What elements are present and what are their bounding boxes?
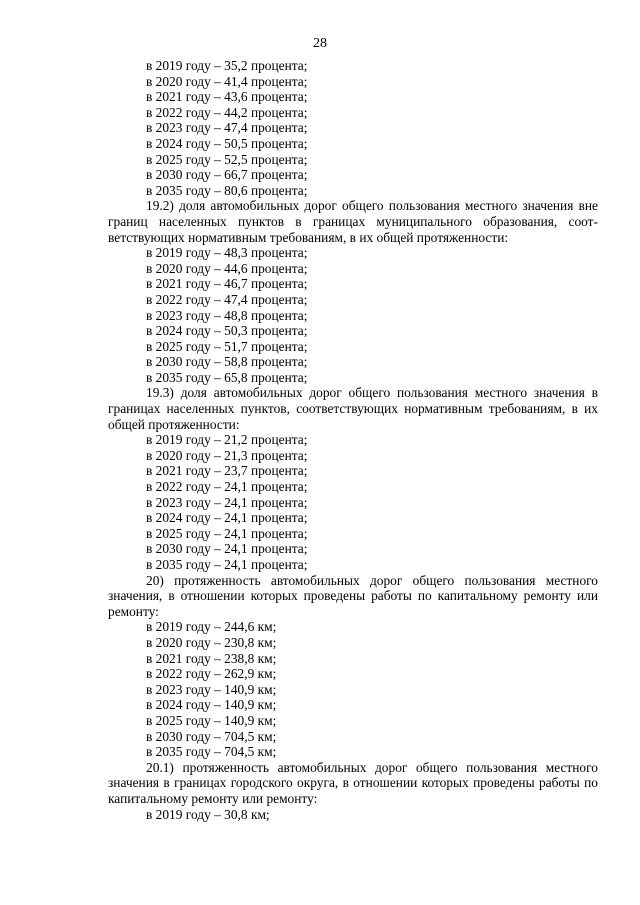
list-item: в 2023 году – 47,4 процента;: [146, 120, 308, 136]
list-item: в 2020 году – 21,3 процента;: [146, 447, 308, 463]
list-item: в 2035 году – 24,1 процента;: [146, 557, 308, 572]
list-item: в 2019 году – 48,3 процента;: [146, 245, 308, 261]
paragraph-19-3: 19.3) доля автомобильных дорог общего пользования местного значения в границах населенных пунктов, соответствующих нормативным требованиям, в их общей протяженности:: [108, 385, 598, 432]
list-item: в 2025 году – 24,1 процента;: [146, 525, 308, 541]
list-item: в 2022 году – 47,4 процента;: [146, 291, 308, 307]
list-item: в 2030 году – 58,8 процента;: [146, 354, 308, 370]
list-item: в 2023 году – 48,8 процента;: [146, 307, 308, 323]
list-item: в 2030 году – 704,5 км;: [146, 728, 277, 744]
list-item: в 2024 году – 140,9 км;: [146, 697, 277, 713]
list-item: в 2021 году – 46,7 процента;: [146, 276, 308, 292]
list-item: в 2030 году – 24,1 процента;: [146, 541, 308, 557]
list-item: в 2021 году – 23,7 процента;: [146, 463, 308, 479]
list-item: в 2019 году – 35,2 процента;: [146, 58, 308, 73]
list-item: в 2022 году – 262,9 км;: [146, 666, 277, 682]
paragraph-20-1: 20.1) протяженность автомобильных дорог общего пользования местного значения в границах городского округа, в отношении которых проведены работы по капитальному ремонту или ремонту:: [108, 759, 598, 806]
list-item: в 2019 году – 21,2 процента;: [146, 432, 308, 448]
list-item: в 2021 году – 43,6 процента;: [146, 89, 308, 105]
list-item: в 2024 году – 50,3 процента;: [146, 323, 308, 339]
list-item: в 2024 году – 24,1 процента;: [146, 510, 308, 526]
list-item: в 2025 году – 52,5 процента;: [146, 151, 308, 167]
list-item: в 2035 году – 65,8 процента;: [146, 369, 308, 385]
list-item: в 2024 году – 50,5 процента;: [146, 135, 308, 151]
list-item: в 2020 году – 230,8 км;: [146, 634, 277, 650]
list-item: в 2022 году – 24,1 процента;: [146, 479, 308, 495]
list-item: в 2022 году – 44,2 процента;: [146, 104, 308, 120]
list-item: в 2025 году – 140,9 км;: [146, 712, 277, 728]
list-item: в 2019 году – 30,8 км;: [146, 806, 270, 822]
document-body: [108, 58, 598, 822]
list-item: в 2019 году – 244,6 км;: [146, 619, 277, 635]
list-item: в 2020 году – 41,4 процента;: [146, 73, 308, 89]
list-item: в 2023 году – 24,1 процента;: [146, 494, 308, 510]
paragraph-19-2: 19.2) доля автомобильных дорог общего пользования местного значения вне границ населенных пунктов в границах муниципального образования, соответствующих нормативным требованиям, в их общей протяженности:: [108, 198, 598, 245]
list-item: в 2023 году – 140,9 км;: [146, 681, 277, 697]
list-item: в 2025 году – 51,7 процента;: [146, 338, 308, 354]
page-number: 28: [313, 36, 327, 51]
list-item: в 2020 году – 44,6 процента;: [146, 260, 308, 276]
list-item: в 2030 году – 66,7 процента;: [146, 167, 308, 183]
list-item: в 2035 году – 80,6 процента;: [146, 182, 308, 198]
list-item: в 2035 году – 704,5 км;: [146, 744, 277, 760]
list-item: в 2021 году – 238,8 км;: [146, 650, 277, 666]
paragraph-20: 20) протяженность автомобильных дорог общего пользования местного значения, в отношении которых проведены работы по капитальному ремонту или ремонту:: [108, 572, 598, 619]
